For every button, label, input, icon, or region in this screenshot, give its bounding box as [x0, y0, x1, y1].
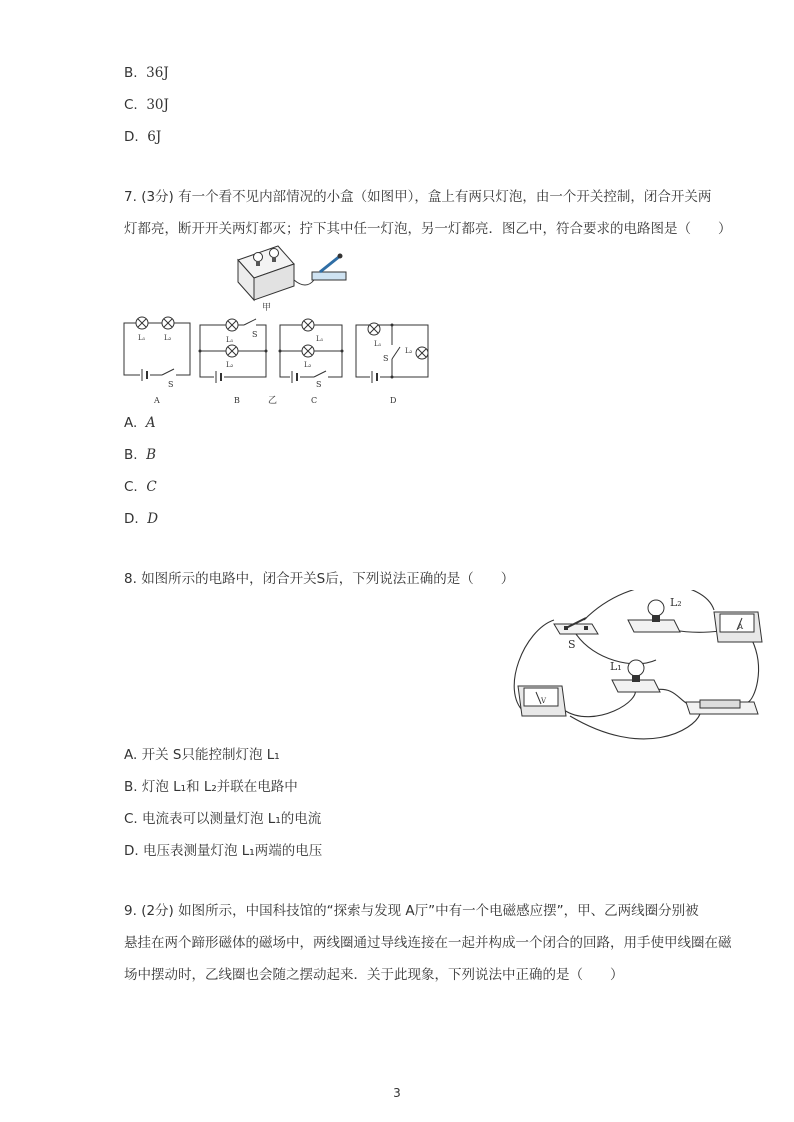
q6-option-b — [124, 63, 169, 83]
question-number: 8. — [124, 571, 137, 587]
option-letter: A. — [124, 415, 138, 431]
circuit-label-a: A — [154, 396, 160, 405]
switch-label: S — [568, 638, 576, 651]
q8-stem — [124, 569, 514, 589]
q6-option-c — [124, 95, 169, 115]
q7-option-d — [124, 509, 158, 529]
voltmeter-label: V — [541, 697, 547, 705]
option-letter: D. — [124, 843, 139, 859]
q8-option-d — [124, 841, 322, 861]
lamp2-label: L₂ — [304, 361, 312, 369]
q6-option-d — [124, 127, 161, 147]
option-text: 6J — [147, 129, 162, 145]
option-text: 开关 S只能控制灯泡 L₁ — [141, 747, 280, 763]
q7-stem-line-2: 灯都亮，断开开关两灯都灭；拧下其中任一灯泡，另一灯都亮．图乙中，符合要求的电路图是（ ） — [124, 221, 732, 237]
q7-option-c — [124, 477, 157, 497]
lamp1-label: L₁ — [374, 340, 382, 348]
lamp1-label: L₁ — [226, 336, 234, 344]
option-text: 电流表可以测量灯泡 L₁的电流 — [142, 811, 322, 827]
option-text: B — [146, 447, 157, 463]
q7-stem — [124, 181, 754, 245]
q8-option-c — [124, 809, 321, 829]
box-caption: 甲 — [262, 303, 272, 313]
question-number: 7. — [124, 189, 137, 205]
question-score: (3分) — [141, 189, 174, 205]
lamp2-label: L₂ — [405, 347, 413, 355]
option-letter: B. — [124, 779, 138, 795]
option-text: 灯泡 L₁和 L₂并联在电路中 — [141, 779, 298, 795]
switch-label: S — [168, 380, 174, 389]
switch-label: S — [316, 380, 322, 389]
option-text: D — [147, 511, 159, 527]
lamp1-label: L₁ — [610, 660, 622, 673]
option-text: 30J — [146, 97, 169, 113]
circuit-label-d: D — [390, 396, 397, 405]
q8-option-b — [124, 777, 298, 797]
circuit-c — [279, 319, 344, 405]
q9-stem-line-3: 场中摆动时，乙线圈也会随之摆动起来．关于此现象，下列说法中正确的是（ ） — [124, 967, 624, 983]
question-number: 9. — [124, 903, 137, 919]
q9-stem-line-1 — [124, 895, 754, 927]
option-letter: D. — [124, 129, 139, 145]
q8-option-a — [124, 745, 280, 765]
option-letter: D. — [124, 511, 139, 527]
option-letter: C. — [124, 479, 138, 495]
option-text: 电压表测量灯泡 L₁两端的电压 — [142, 843, 323, 859]
option-letter: A. — [124, 747, 138, 763]
stem-text: 如图所示，中国科技馆的“探索与发现 A厅”中有一个电磁感应摆”，甲、乙两线圈分别被 — [178, 903, 699, 919]
lamp2-label: L₂ — [670, 596, 682, 609]
stem-text: 有一个看不见内部情况的小盒（如图甲），盒上有两只灯泡，由一个开关控制，闭合开关两 — [178, 189, 712, 205]
q9-stem-line-2: 悬挂在两个蹄形磁体的磁场中，两线圈通过导线连接在一起并构成一个闭合的回路，用手使甲线圈在磁 — [124, 935, 732, 951]
group-caption: 乙 — [268, 396, 278, 406]
option-letter: C. — [124, 97, 138, 113]
option-text: A — [145, 415, 156, 431]
lamp1-label: L₁ — [316, 335, 324, 343]
switch-label: S — [383, 354, 389, 363]
lamp2-label: L₂ — [164, 334, 172, 342]
q8-circuit-figure — [504, 590, 766, 748]
circuit-label-c: C — [311, 396, 318, 405]
circuit-label-b: B — [234, 396, 240, 405]
q7-option-b — [124, 445, 156, 465]
option-letter: B. — [124, 65, 138, 81]
q9-stem — [124, 895, 754, 991]
question-score: (2分) — [141, 903, 174, 919]
switch-label: S — [252, 330, 258, 339]
q7-box-figure — [228, 242, 368, 314]
q7-stem-line-1 — [124, 181, 754, 213]
ammeter-label: A — [738, 623, 744, 631]
circuit-b — [199, 319, 268, 405]
q7-option-a — [124, 413, 156, 433]
option-text: 36J — [146, 65, 169, 81]
option-letter: B. — [124, 447, 138, 463]
circuit-a — [124, 317, 190, 405]
q7-circuits-figure — [118, 315, 434, 407]
lamp1-label: L₁ — [138, 334, 146, 342]
page-number: 3 — [393, 1086, 401, 1100]
option-letter: C. — [124, 811, 138, 827]
lamp2-label: L₂ — [226, 361, 234, 369]
option-text: C — [146, 479, 157, 495]
stem-text: 如图所示的电路中，闭合开关S后，下列说法正确的是（ ） — [141, 571, 515, 587]
circuit-d — [356, 323, 428, 405]
